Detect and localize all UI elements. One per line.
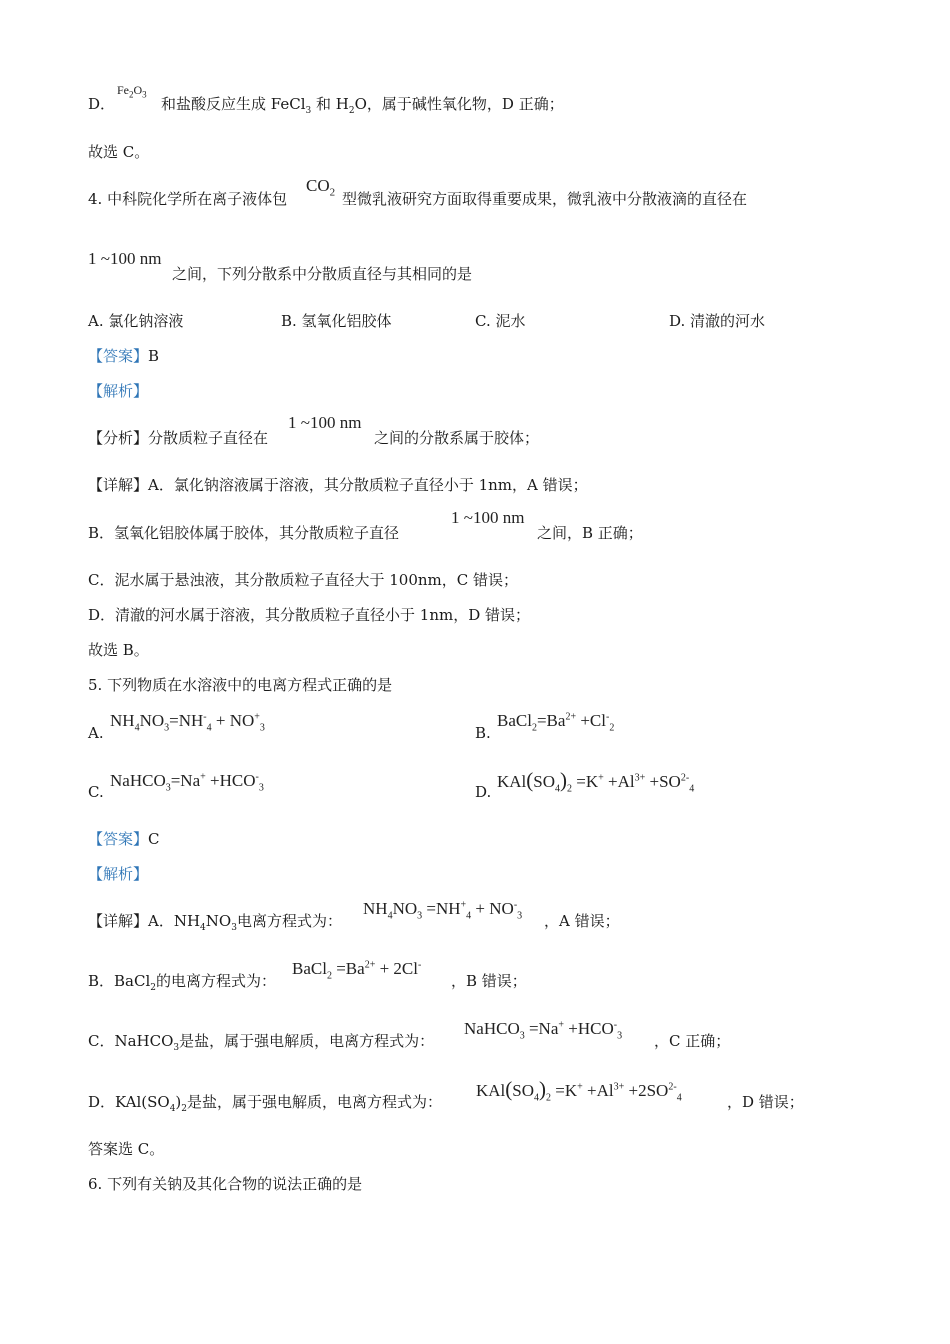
q4-answer: 【答案】B [88,347,160,365]
q5-conclusion: 答案选 C。 [88,1140,165,1158]
q5-option-b-label: B. [475,724,491,742]
q5-detail-b-end: ，B 错误； [451,972,527,990]
q5-detail-d: D．$KAl(SO_4)_2$是盐，属于强电解质，电离方程式为： [88,1093,443,1114]
q5-detail-c-equation: NaHCO$_3$ $=Na^+ +HCO^-_3$ [464,1019,623,1042]
q5-detail-a-end: ，A 错误； [544,912,620,930]
q5-option-a-equation: $NH_4NO_3=NH^-_4 + NO^+_3$ [110,711,265,734]
q5-option-d-equation: $KAl(SO_4)_2 =K^+ +Al^{3+} +SO^{2-}_4$ [497,768,695,795]
q4-stem-c: 之间，下列分散系中分散质直径与其相同的是 [172,265,473,283]
q5-detail-d-equation: $KAl(SO_4)_2 =K^+ +Al^{3+} +2SO^{2-}_4$ [476,1077,682,1104]
q6-stem: 6. 下列有关钠及其化合物的说法正确的是 [88,1175,363,1193]
q4-detail-b2: 之间，B 正确； [537,524,643,542]
q5-detail-c: C．NaHCO$_3$是盐，属于强电解质，电离方程式为： [88,1032,435,1053]
q5-option-d-label: D. [475,783,492,801]
q5-detail-b-equation: BaCl$_2$ $=Ba^{2+} + 2Cl^-$ [292,959,422,982]
q4-option-c: C. 泥水 [475,312,526,330]
q5-option-c-label: C. [88,783,104,801]
q4-fenxi-range: 1 ~100 nm [288,413,362,432]
q4-detail-b1: B．氢氧化铝胶体属于胶体，其分散质粒子直径 [88,524,400,542]
q3-conclusion: 故选 C。 [88,143,150,161]
q4-option-d: D. 清澈的河水 [669,312,766,330]
co2-formula: $CO_2$ [306,176,336,199]
q4-stem-b: 型微乳液研究方面取得重要成果，微乳液中分散液滴的直径在 [342,190,748,208]
q5-option-c-equation: NaHCO$_3$=Na+ $+HCO^-_3$ [110,771,264,794]
q4-detail-a: 【详解】A．氯化钠溶液属于溶液，其分散质粒子直径小于 1nm，A 错误； [88,476,588,494]
q4-detail-c: C．泥水属于悬浊液，其分散质粒子直径大于 100nm，C 错误； [88,571,519,589]
q4-fenxi-b: 之间的分散系属于胶体； [374,429,540,447]
q5-detail-c-end: ，C 正确； [654,1032,731,1050]
q5-analysis-tag: 【解析】 [88,865,149,883]
q3-option-d-text: 和盐酸反应生成 FeCl$_3$ 和 $H_2O$，属于碱性氧化物，D 正确； [161,95,564,116]
q4-analysis-tag: 【解析】 [88,382,149,400]
q5-option-a-label: A. [88,724,104,742]
q5-detail-a-equation: $NH_4NO_3 =NH^+_4 + NO^-_3$ [363,899,523,922]
q4-detail-range: 1 ~100 nm [451,508,525,527]
q5-option-b-equation: $BaCl_2=Ba^{2+} +Cl^-_2$ [497,711,615,734]
q5-answer: 【答案】C [88,830,160,848]
q5-detail-d-end: ，D 错误； [727,1093,804,1111]
fe2o3-formula: $Fe_2O_3$ [117,83,147,100]
q4-detail-d: D．清澈的河水属于溶液，其分散质粒子直径小于 1nm，D 错误； [88,606,531,624]
q4-fenxi-a: 【分析】分散质粒子直径在 [88,429,269,447]
q4-option-b: B. 氢氧化铝胶体 [281,312,392,330]
q4-conclusion: 故选 B。 [88,641,149,659]
q5-stem: 5. 下列物质在水溶液中的电离方程式正确的是 [88,676,393,694]
q5-detail-a: 【详解】A．$NH_4NO_3$电离方程式为： [88,912,342,933]
q4-option-a: A. 氯化钠溶液 [88,312,184,330]
q4-stem-a: 4. 中科院化学所在离子液体包 [88,190,288,208]
q4-range: 1 ~100 nm [88,249,162,268]
q3-option-d: D． [88,95,116,113]
q5-detail-b: B．BaCl$_2$的电离方程式为： [88,972,277,993]
